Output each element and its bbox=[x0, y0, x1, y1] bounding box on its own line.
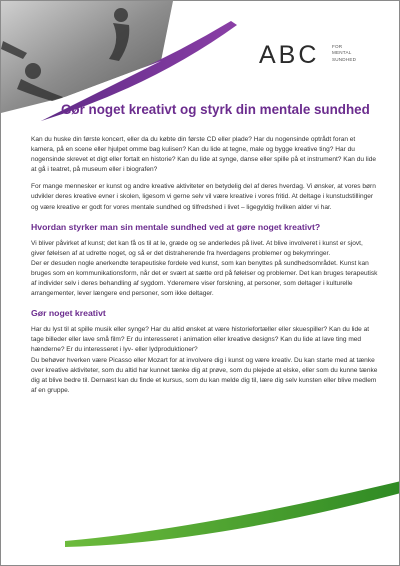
section-heading-2: Gør noget kreativt bbox=[31, 308, 106, 319]
page-title: Gør noget kreativt og styrk din mentale sundhed bbox=[61, 102, 370, 117]
intro-paragraph-2: For mange mennesker er kunst og andre kreative aktiviteter en betydelig del af deres hverdag. Vi ønsker, at vores børn udvikler deres kreative evner i skolen, ligesom vi gerne selv vil være kreative i vores fritid. At deltage i kunstudstillinger og være kreative er godt for vores mentale sundhed og tilfredshed i livet – ligegyldig hvilken alder vi har. bbox=[31, 183, 376, 211]
body-content bbox=[31, 135, 378, 403]
section2-paragraph-2: Du behøver hverken være Picasso eller Mozart for at involvere dig i kunst og være kreativ. Du kan starte med at tænke over kreative aktiviteter, som du altid har kunnet tænke dig at prøve, som du plejede at elske, eller som du kunne tænke dig at blive bedre til. Dernæst kan du finde et kursus, som du kan melde dig til, lære dig selv kunsten eller blive medlem af en gruppe. bbox=[31, 356, 378, 394]
section-heading-1: Hvordan styrker man sin mentale sundhed ved at gøre noget kreativt? bbox=[31, 221, 321, 232]
footer-swoosh bbox=[1, 463, 400, 563]
logo-letters: ABC bbox=[259, 41, 320, 69]
section1-paragraph-2: Der er desuden nogle anerkendte terapeutiske fordele ved kunst, som kan benyttes på sundhedsområdet. Kunst kan bruges som en kommunikationsform, når det er svært at sætte ord på følelser og problemer. Det kan bruges terapeutisk af individer selv i deres behandling af sygdom. Yderemere viser forskning, at personer, som deltager i kulturelle arrangementer, lever længere end personer, som ikke deltager. bbox=[31, 259, 378, 298]
section1-paragraph-1: Vi bliver påvirket af kunst; det kan få os til at le, græde og se anderledes på livet. At blive involveret i kunst er sjovt, giver følelsen af at udrette noget, og så er det distraherende fra hverdagens problemer og bekymringer. bbox=[31, 239, 363, 257]
logo-subtitle: FOR MENTAL SUNDHED bbox=[332, 44, 357, 62]
header-banner bbox=[1, 1, 400, 141]
abc-logo bbox=[259, 40, 359, 70]
intro-paragraph-1: Kan du huske din første koncert, eller da du købte din første CD eller plade? Har du nogensinde optrådt foran et kamera, på en scene eller hjulpet omme bag kulisen? Kan du lide at tegne, male og bygge kreative ting? Har du nogensinde skrevet et digt eller fortalt en historie? Kan du lide at synge, danse eller spille på et instrument? Kan du lide at gå i teatret, på museum eller i biografen? bbox=[31, 136, 377, 174]
section2-paragraph-1: Har du lyst til at spille musik eller synge? Har du altid ønsket at være historiefortæller eller skuespiller? Kan du lide at tage billeder eller lave små film? Er du interesseret i animation eller kreative designs? Kan du lide at lave ting med hænderne? Er du interesseret i lyv- eller lydproduktioner? bbox=[31, 326, 370, 354]
